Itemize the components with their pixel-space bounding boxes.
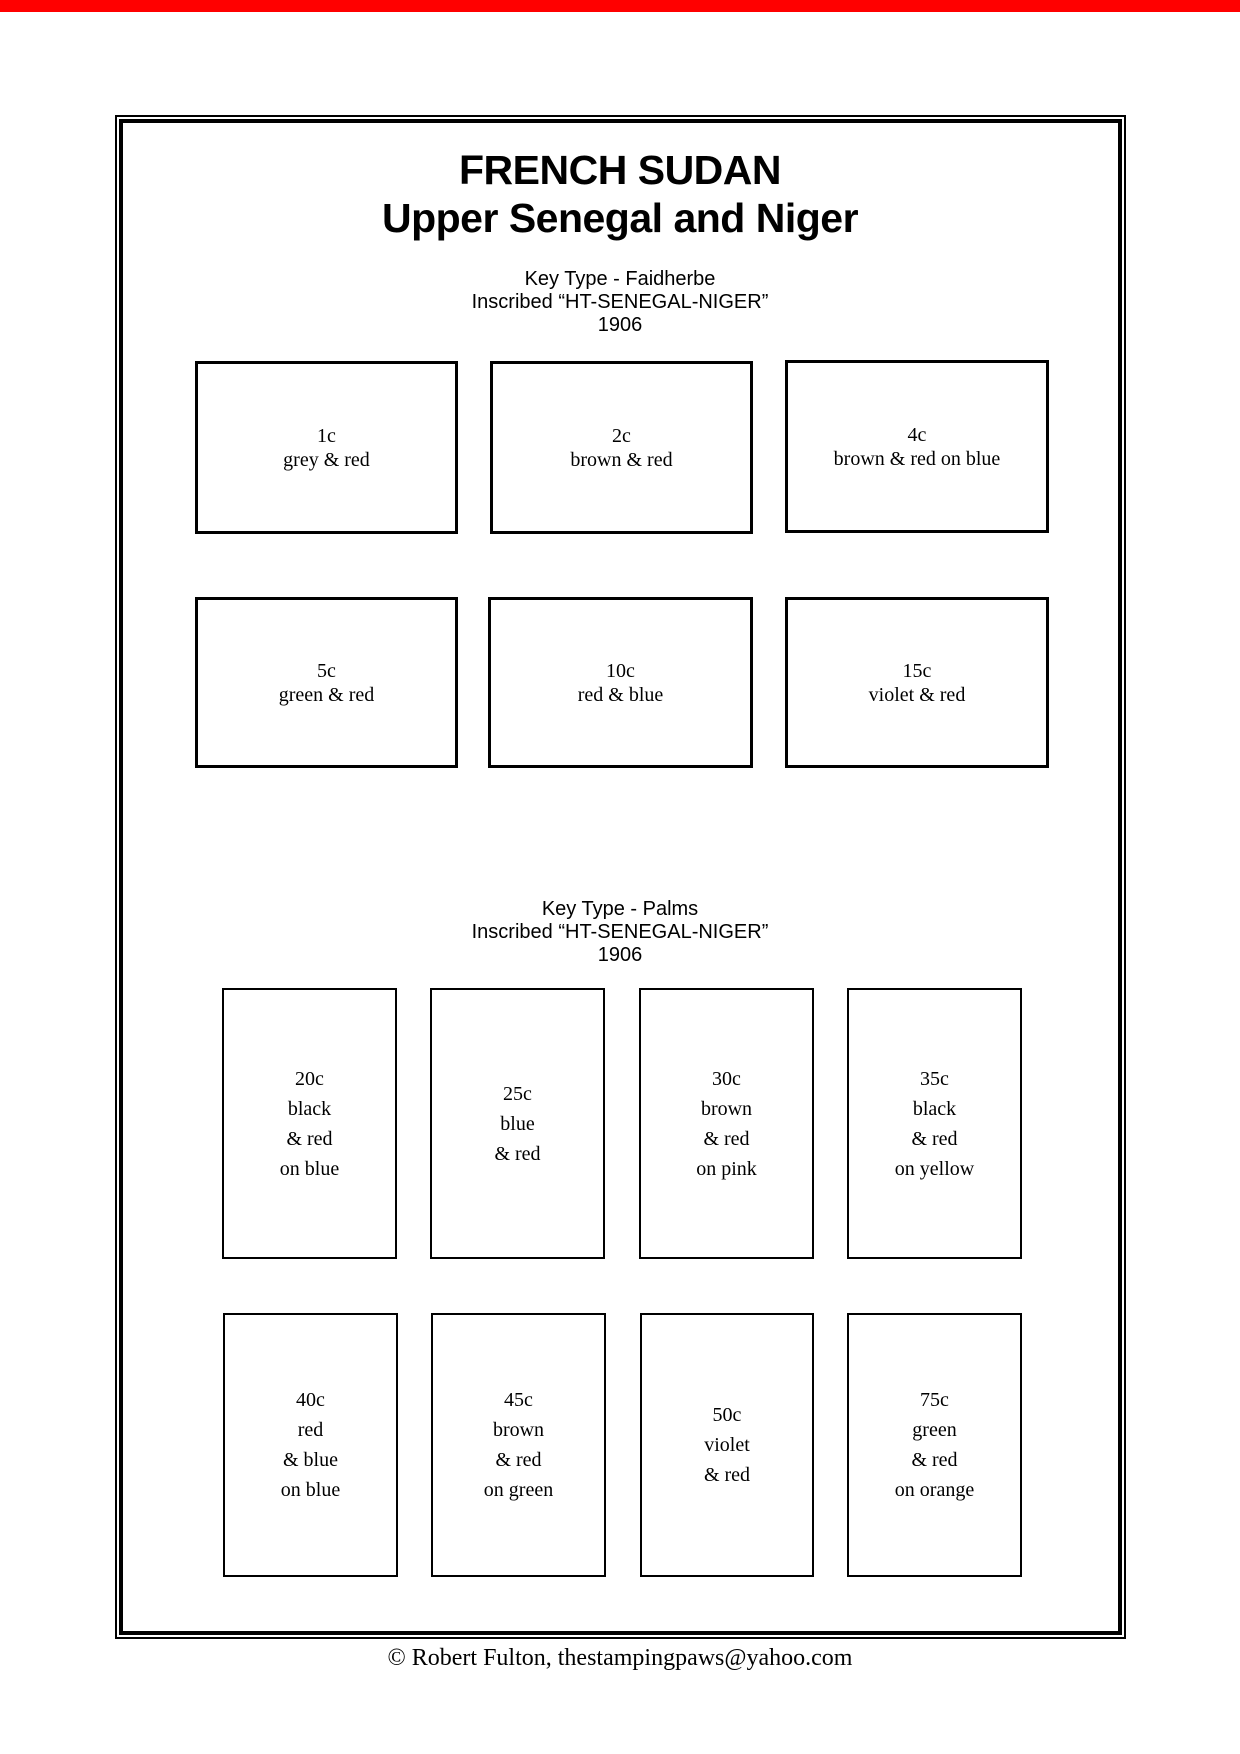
stamp-line: 40c <box>296 1389 325 1411</box>
stamp-line: brown <box>492 1419 545 1441</box>
stamp-box-10c <box>488 597 753 768</box>
stamp-line: on pink <box>696 1157 757 1180</box>
section-header-line: Key Type - Faidherbe <box>524 268 716 290</box>
stamp-line: black <box>287 1097 332 1120</box>
page-title <box>0 146 1240 242</box>
section-header-faidherbe <box>0 268 1240 337</box>
stamp-line: 20c <box>295 1067 324 1090</box>
section-header-palms <box>0 898 1240 967</box>
section-header-line: Inscribed “HT-SENEGAL-NIGER” <box>471 291 769 313</box>
top-red-bar <box>0 0 1240 12</box>
stamp-box-75c <box>847 1313 1022 1577</box>
stamp-line: & red <box>703 1127 750 1150</box>
stamp-box-35c <box>847 988 1022 1259</box>
stamp-line: 5c <box>317 659 336 682</box>
stamp-box-5c <box>195 597 458 768</box>
stamp-box-15c <box>785 597 1049 768</box>
stamp-line: violet & red <box>868 683 966 706</box>
stamp-line: black <box>912 1097 957 1120</box>
stamp-line: brown <box>700 1097 753 1120</box>
stamp-line: 45c <box>504 1389 533 1411</box>
stamp-line: 15c <box>902 659 932 682</box>
stamp-box-30c <box>639 988 814 1259</box>
stamp-line: brown & red <box>570 448 673 471</box>
stamp-line: grey & red <box>283 448 370 471</box>
stamp-line: red & blue <box>577 683 664 706</box>
stamp-line: blue <box>500 1112 535 1135</box>
stamp-line: green & red <box>278 683 375 706</box>
stamp-line: 4c <box>907 423 927 446</box>
stamp-line: violet <box>704 1434 750 1456</box>
stamp-line: green <box>912 1419 957 1441</box>
section-header-line: Key Type - Palms <box>541 898 699 920</box>
stamp-line: brown & red on blue <box>833 447 1001 470</box>
stamp-line: 2c <box>612 424 631 447</box>
stamp-line: & red <box>703 1464 751 1486</box>
stamp-line: 25c <box>503 1082 532 1105</box>
stamp-box-2c <box>490 361 753 534</box>
section-header-line: 1906 <box>597 944 643 966</box>
stamp-line: & blue <box>283 1449 338 1471</box>
page-title-line1: FRENCH SUDAN <box>459 147 781 193</box>
stamp-box-1c <box>195 361 458 534</box>
stamp-line: 75c <box>920 1389 949 1411</box>
stamp-line: red <box>297 1419 324 1441</box>
stamp-line: on blue <box>279 1157 340 1180</box>
page-title-line2: Upper Senegal and Niger <box>381 195 859 241</box>
stamp-line: 35c <box>920 1067 949 1090</box>
stamp-line: & red <box>911 1127 958 1150</box>
stamp-line: on blue <box>280 1479 341 1501</box>
stamp-line: & red <box>911 1449 958 1471</box>
stamp-line: on orange <box>894 1479 975 1501</box>
stamp-line: 50c <box>712 1404 742 1426</box>
stamp-line: 1c <box>317 424 336 447</box>
stamp-line: 10c <box>606 659 635 682</box>
stamp-line: & red <box>494 1142 541 1165</box>
stamp-box-20c <box>222 988 397 1259</box>
stamp-line: 30c <box>712 1067 741 1090</box>
stamp-line: on yellow <box>894 1157 975 1180</box>
stamp-line: on green <box>483 1479 554 1501</box>
stamp-box-45c <box>431 1313 606 1577</box>
footer-credit: © Robert Fulton, thestampingpaws@yahoo.com <box>387 1645 853 1671</box>
section-header-line: Inscribed “HT-SENEGAL-NIGER” <box>471 921 769 943</box>
stamp-box-4c <box>785 360 1049 533</box>
stamp-box-40c <box>223 1313 398 1577</box>
stamp-line: & red <box>286 1127 333 1150</box>
stamp-line: & red <box>495 1449 542 1471</box>
stamp-box-25c <box>430 988 605 1259</box>
stamp-box-50c <box>640 1313 814 1577</box>
section-header-line: 1906 <box>597 314 643 336</box>
